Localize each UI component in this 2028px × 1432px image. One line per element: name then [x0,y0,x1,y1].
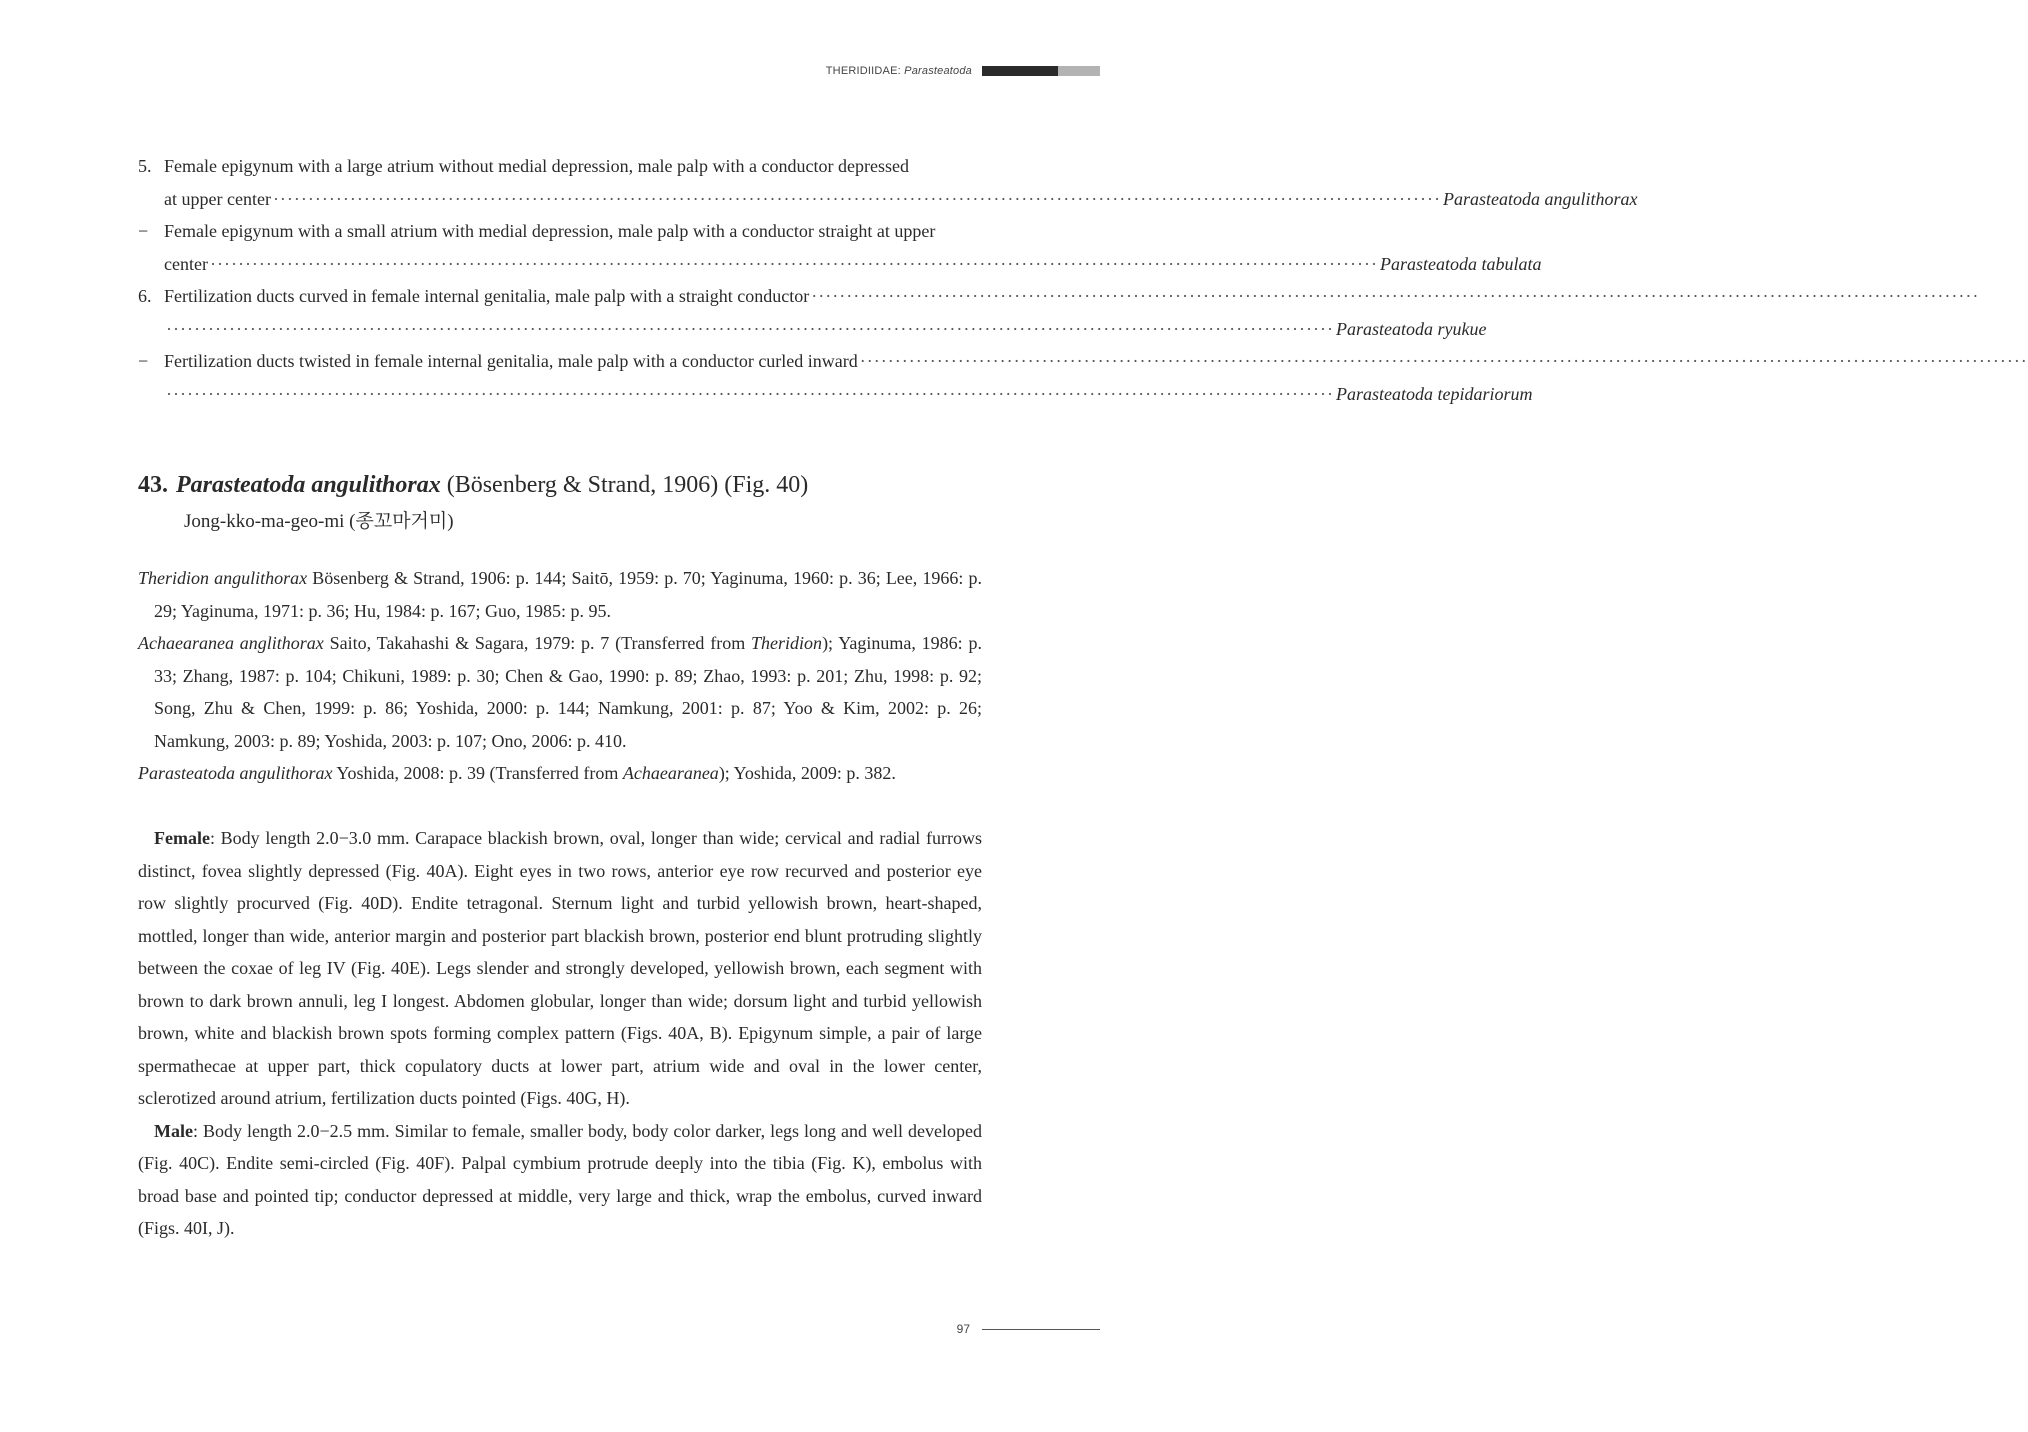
female-label: Female [154,828,210,848]
synonym-entry [138,627,982,757]
key-leader-dots: ······································································································································································· [811,286,1980,306]
key-text: at upper center [164,188,271,209]
synonym-name: Achaearanea anglithorax [138,633,324,653]
synonym-name: Theridion angulithorax [138,568,308,588]
header-bar-dark [982,66,1058,76]
synonym-name: Parasteatoda angulithorax [138,763,333,783]
synonym-transfer-genus: Achaearanea [622,763,719,783]
key-leader-dots: ······································································································································································· [166,318,1335,339]
synonym-citations: Bösenberg & Strand, 1906: p. 144; Saitō, 1959: p. 70; Yaginuma, 1960: p. 36; Lee, 1966: p. 29; Yaginuma, 1971: p. 36; Hu, 1984: p. 167; Guo, 1985: p. 95. [154,568,982,621]
species-common-name-line [184,506,454,533]
species-common-name: Jong-kko-ma-geo-mi [184,511,345,532]
key-mark: 6. [138,286,152,306]
header-text [826,65,972,77]
synonym-entry [138,757,982,790]
key-text: Fertilization ducts curved in female internal genitalia, male palp with a straight conductor [164,286,810,306]
female-text: : Body length 2.0−3.0 mm. Carapace blackish brown, oval, longer than wide; cervical and radial furrows distinct, fovea slightly depressed (Fig. 40A). Eight eyes in two rows, anterior eye row recurved and posterior eye row slightly procurved (Fig. 40D). Endite tetragonal. Sternum light and turbid yellowish brown, heart-shaped, mottled, longer than wide, anterior margin and posterior part blackish brown, posterior end blunt protruding slightly between the coxae of leg IV (Fig. 40E). Legs slender and strongly developed, yellowish brown, each segment with brown to dark brown annuli, leg I longest. Abdomen globular, longer than wide; dorsum light and turbid yellowish brown, white and blackish brown spots forming complex pattern (Figs. 40A, B). Epigynum simple, a pair of large spermathecae at upper part, thick copulatory ducts at lower part, atrium wide and oval in the lower center, sclerotized around atrium, fertilization ducts pointed (Figs. 40G, H). [138,828,982,1108]
species-description [138,822,982,1245]
key-couplet-5a-line1 [138,150,982,183]
key-text: Female epigynum with a large atrium without medial depression, male palp with a conductor depressed [164,156,909,176]
key-taxon: Parasteatoda angulithorax [1442,188,1638,209]
key-text: Fertilization ducts twisted in female internal genitalia, male palp with a conductor curled inward [164,351,858,371]
key-couplet-6a-line1 [138,280,1980,313]
footer-rule [982,1329,1100,1330]
key-couplet-5b-line2 [138,248,1542,281]
running-header [826,64,1100,78]
key-leader-dots: ······································································································································································· [166,383,1335,404]
header-family: THERIDIIDAE: [825,65,901,77]
male-text: : Body length 2.0−2.5 mm. Similar to female, smaller body, body color darker, legs long and well developed (Fig. 40C). Endite semi-circled (Fig. 40F). Palpal cymbium protrude deeply into the tibia (Fig. K), embolus with broad base and pointed tip; conductor depressed at middle, very large and thick, wrap the embolus, curved inward (Figs. 40I, J). [138,1120,982,1238]
key-leader-dots: ······································································································································································· [859,351,2028,371]
key-couplet-6a-line2 [138,313,1487,346]
key-couplet-6b-line2 [138,378,1533,411]
species-authority: (Bösenberg & Strand, 1906) [446,472,719,498]
key-couplet-6b-line1 [138,345,2028,378]
synonym-citations: Saito, Takahashi & Sagara, 1979: p. 7 (Transferred from [329,633,746,653]
species-figure-ref: (Fig. 40) [724,472,809,498]
key-mark: − [138,351,149,371]
key-leader-dots: ······································································································································································· [272,188,1441,209]
male-description [138,1115,982,1245]
key-text: Female epigynum with a small atrium with medial depression, male palp with a conductor straight at upper [164,221,936,241]
key-couplet-5b-line1 [138,215,982,248]
species-name: Parasteatoda angulithorax [176,472,441,498]
page-footer [957,1322,1100,1336]
species-heading [138,472,808,499]
synonym-citations-cont: ); Yoshida, 2009: p. 382. [718,763,896,783]
synonym-entry [138,562,982,627]
synonym-citations: Yoshida, 2008: p. 39 (Transferred from [336,763,619,783]
key-couplet-5a-line2 [138,183,1638,216]
synonymy-list [138,562,982,790]
species-number: 43. [138,472,168,498]
synonym-citations-cont: ); Yaginuma, 1986: p. 33; Zhang, 1987: p. 104; Chikuni, 1989: p. 30; Chen & Gao, 1990: p. 89; Zhao, 1993: p. 201; Zhu, 1998: p. 92; Song, Zhu & Chen, 1999: p. 86; Yoshida, 2000: p. 144; Namkung, 2001: p. 87; Yoo & Kim, 2002: p. 26; Namkung, 2003: p. 89; Yoshida, 2003: p. 107; Ono, 2006: p. 410. [154,633,982,751]
key-taxon: Parasteatoda tabulata [1380,253,1542,274]
female-description [138,822,982,1115]
key-taxon: Parasteatoda tepidariorum [1336,383,1533,404]
key-leader-dots: ······································································································································································· [209,253,1378,274]
header-bar-light [1058,66,1100,76]
key-taxon: Parasteatoda ryukue [1336,318,1487,339]
header-genus: Parasteatoda [904,65,972,77]
key-text: center [164,253,208,274]
synonym-transfer-genus: Theridion [751,633,823,653]
identification-key [138,150,2028,410]
key-mark: 5. [138,156,152,176]
key-mark: − [138,221,149,241]
species-korean-name: (종꼬마거미) [349,511,454,532]
page-number: 97 [956,1322,970,1336]
male-label: Male [154,1120,193,1141]
